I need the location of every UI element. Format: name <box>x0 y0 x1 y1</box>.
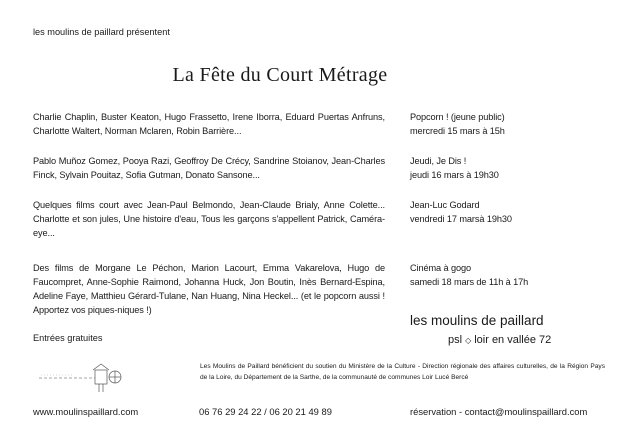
diamond-separator-icon: ◇ <box>465 336 472 345</box>
program-paragraph-2: Pablo Muñoz Gomez, Pooya Razi, Geoffroy De Crécy, Sandrine Stoianov, Jean-Charles Finck, Sylvain Pouitaz, Sofia Gutman, Donato Sansone... <box>33 156 385 180</box>
free-entry-note: Entrées gratuites <box>33 333 103 343</box>
schedule-date: jeudi 16 mars à 19h30 <box>410 170 499 180</box>
sponsor-credits: Les Moulins de Paillard bénéficient du soutien du Ministère de la Culture - Direction régionale des affaires culturelles, de la Région Pays de la Loire, du Département de la Sarthe, de la communauté de communes Loir Lucé Bercé <box>200 363 605 381</box>
mill-logo-icon <box>33 360 133 394</box>
location-department: 72 <box>539 334 552 346</box>
brand-name: les moulins de paillard <box>410 313 544 328</box>
event-title: La Fête du Court Métrage <box>172 64 388 86</box>
program-paragraph-4: Des films de Morgane Le Péchon, Marion Lacourt, Emma Vakarelova, Hugo de Faucompret, Anne-Sophie Raimond, Johanna Huck, Jon Boutin, Inès Bernard-Espina, Adeline Faye, Matthieu Gérard-Tulane, Nan Huang, Nina Heckel... (et le popcorn aussi ! Apportez vos piques-niques !) <box>33 263 385 315</box>
schedule-title: Jeudi, Je Dis ! <box>410 156 467 166</box>
program-paragraph-3: Quelques films court avec Jean-Paul Belmondo, Jean-Claude Brialy, Anne Colette... Charlotte et son jules, Une histoire d'eau, Tous les garçons s'appellent Patrick, Caméra-eye... <box>33 200 385 238</box>
schedule-title: Jean-Luc Godard <box>410 200 480 210</box>
schedule-date: vendredi 17 marsà 19h30 <box>410 214 512 224</box>
schedule-item-friday <box>410 198 600 226</box>
schedule-item-saturday <box>410 261 600 289</box>
reservation-contact[interactable]: réservation - contact@moulinspaillard.com <box>410 406 588 417</box>
schedule-date: samedi 18 mars de 11h à 17h <box>410 277 529 287</box>
schedule-item-wednesday <box>410 110 600 138</box>
schedule-title: Cinéma à gogo <box>410 263 472 273</box>
website-link[interactable]: www.moulinspaillard.com <box>33 406 139 417</box>
schedule-item-thursday <box>410 154 600 182</box>
schedule-date: mercredi 15 mars à 15h <box>410 126 505 136</box>
phone-numbers: 06 76 29 24 22 / 06 20 21 49 89 <box>199 406 332 417</box>
location-area: loir en vallée <box>474 334 536 346</box>
location-town: psl <box>448 334 463 346</box>
schedule-title: Popcorn ! (jeune public) <box>410 112 505 122</box>
program-paragraph-1: Charlie Chaplin, Buster Keaton, Hugo Frassetto, Irene Iborra, Eduard Puertas Anfruns, Charlotte Waltert, Norman Mclaren, Robin Barrière... <box>33 112 385 136</box>
location-line <box>448 334 551 346</box>
presenter-line: les moulins de paillard présentent <box>33 27 170 37</box>
